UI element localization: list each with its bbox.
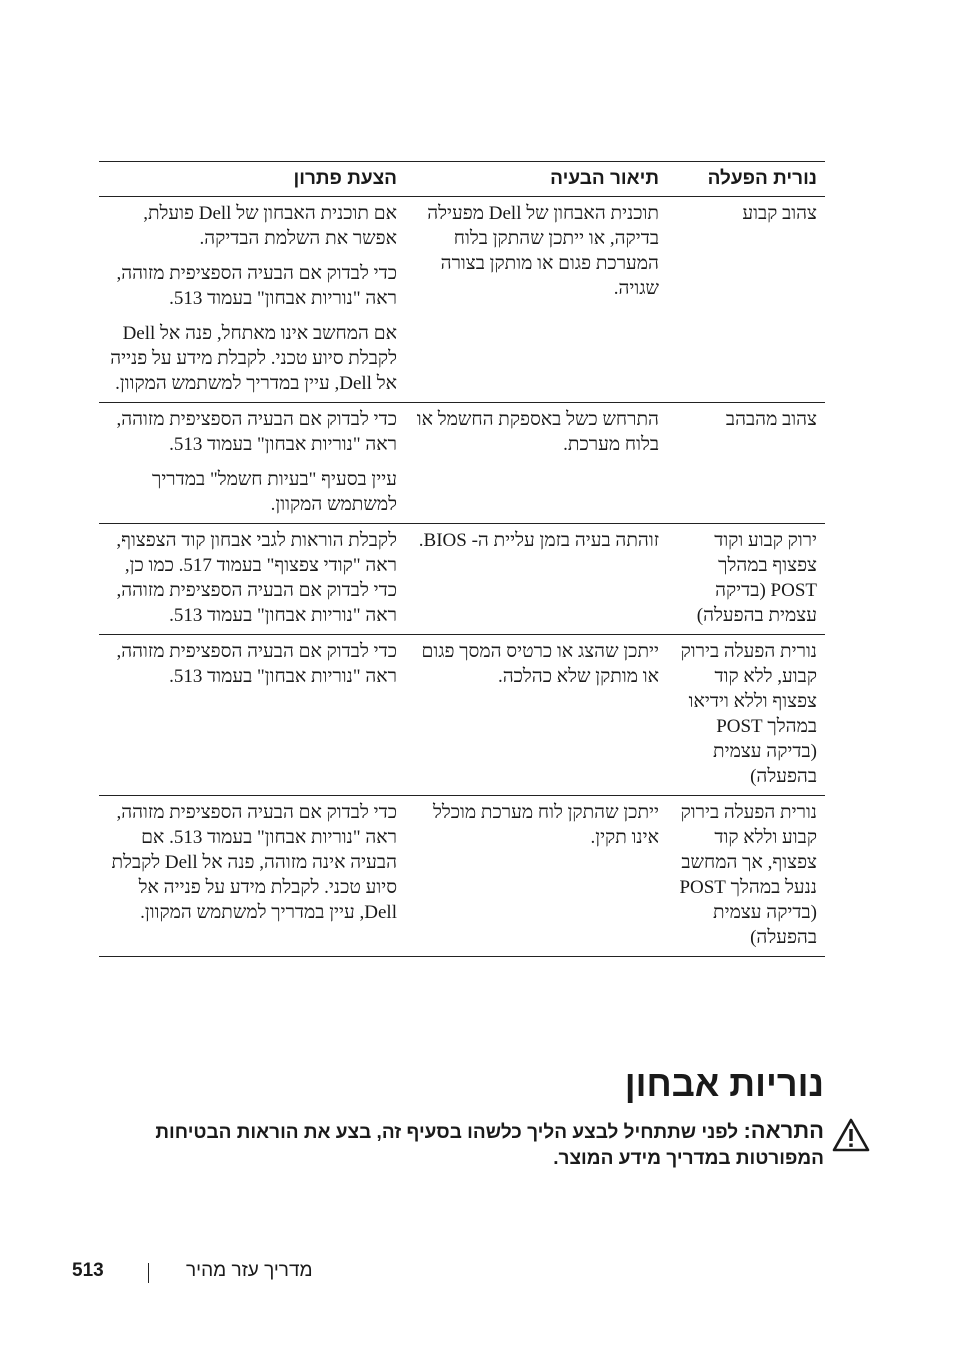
problem-description-cell: ייתכן שהתקן לוח מערכת מוכלל אינו תקין.: [411, 796, 673, 957]
diagnostic-lights-table: [99, 161, 825, 957]
resolution-paragraph: כדי לבדוק אם הבעיה הספציפית מזוהה, ראה "נוריות אבחון" בעמוד 513.: [116, 409, 397, 455]
suggested-resolution-cell: [99, 524, 411, 635]
warning-text: לפני שתתחיל לבצע הליך כלשהו בסעיף זה, בצע את הוראות הבטיחות המפורטות במדריך מידע המוצר.: [155, 1122, 824, 1169]
resolution-paragraph: לקבלת הוראות לגבי אבחון קוד הצפצוף, ראה "קודי צפצוף" בעמוד 517. כמו כן, כדי לבדוק אם הבעיה הספציפית מזוהה, ראה "נוריות אבחון" בעמוד 513.: [116, 530, 397, 626]
problem-description-cell: זוהתה בעיה בזמן עליית ה- BIOS.: [411, 524, 673, 635]
header-light-pattern: נורית הפעלה: [673, 162, 825, 197]
resolution-paragraph: אם תוכנית האבחון של Dell פועלת, אפשר את השלמת הבדיקה.: [143, 203, 397, 249]
section-title: נוריות אבחון: [624, 1063, 824, 1104]
light-pattern-cell: צהוב מהבהב: [673, 403, 825, 524]
table-header-row: [99, 162, 825, 197]
resolution-paragraph: כדי לבדוק אם הבעיה הספציפית מזוהה, ראה "נוריות אבחון" בעמוד 513.: [116, 263, 397, 309]
problem-description-cell: ייתכן שהצג או כרטיס המסך פגום או מותקן שלא כהלכה.: [411, 635, 673, 796]
light-pattern-cell: צהוב קבוע: [673, 197, 825, 403]
table-row: [99, 635, 825, 796]
resolution-paragraph: כדי לבדוק אם הבעיה הספציפית מזוהה, ראה "נוריות אבחון" בעמוד 513. אם הבעיה אינה מזוהה, פנה אל Dell לקבלת סיוע טכני. לקבלת מידע על פנייה אל Dell, עיין במדריך למשתמש המקוון.: [111, 802, 397, 923]
light-pattern-cell: ירוק קבוע וקוד צפצוף במהלך POST (בדיקה עצמית בהפעלה): [673, 524, 825, 635]
light-pattern-cell: נורית הפעלה בירוק קבוע, ללא קוד צפצוף וללא וידיאו במהלך POST (בדיקה עצמית בהפעלה): [673, 635, 825, 796]
suggested-resolution-cell: [99, 403, 411, 524]
warning-label: התראה:: [743, 1118, 824, 1143]
problem-description-cell: תוכנית האבחון של Dell מפעילה בדיקה, או ייתכן שהתקן בלוח המערכת פגום או מותקן בצורה שגויה.: [411, 197, 673, 403]
table-row: [99, 796, 825, 957]
table-row: [99, 524, 825, 635]
footer-divider: [148, 1263, 149, 1283]
resolution-paragraph: אם המחשב אינו מאתחל, פנה אל Dell לקבלת סיוע טכני. לקבלת מידע על פנייה אל Dell, עיין במדריך למשתמש המקוון.: [110, 323, 397, 394]
footer-title: מדריך עזר מהיר: [186, 1260, 313, 1281]
light-pattern-cell: נורית הפעלה בירוק קבוע וללא קוד צפצוף, אך המחשב ננעל במהלך POST (בדיקה עצמית בהפעלה): [673, 796, 825, 957]
table-row: [99, 403, 825, 524]
page-number: 513: [72, 1260, 104, 1281]
resolution-paragraph: כדי לבדוק אם הבעיה הספציפית מזוהה, ראה "נוריות אבחון" בעמוד 513.: [116, 641, 397, 687]
header-problem-description: תיאור הבעיה: [411, 162, 673, 197]
header-suggested-resolution: הצעת פתרון: [99, 162, 411, 197]
warning-icon: [832, 1118, 870, 1152]
suggested-resolution-cell: [99, 197, 411, 403]
suggested-resolution-cell: [99, 635, 411, 796]
table-row: [99, 197, 825, 403]
resolution-paragraph: עיין בסעיף "בעיות חשמל" במדריך למשתמש המקוון.: [151, 469, 397, 515]
page-footer: [72, 1259, 372, 1287]
warning-notice: [124, 1118, 824, 1172]
problem-description-cell: התרחש כשל באספקת החשמל או בלוח מערכת.: [411, 403, 673, 524]
suggested-resolution-cell: [99, 796, 411, 957]
